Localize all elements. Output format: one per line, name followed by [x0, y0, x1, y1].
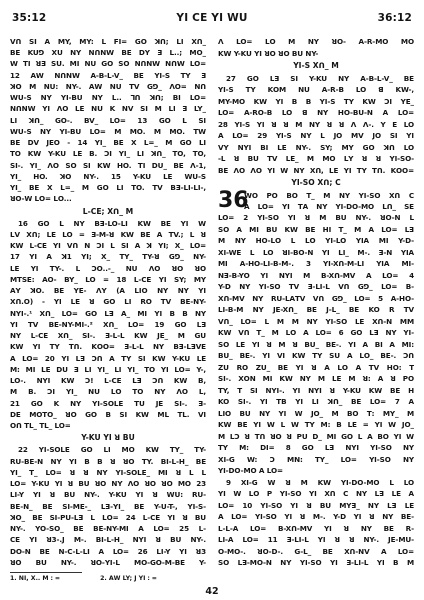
text-line: ꓢꓳ ꓡꓱ-MO-N NY YI-SO YI Ǝ-LI-ꓡ YI B M [218, 558, 414, 567]
text-line: NY-. YO-Sꓳ_ BE BE-NY-MI ꓮ LO= 25 L- [10, 524, 206, 534]
running-header [12, 11, 412, 25]
text-line: ꓮ LO= 29 YI-S NY ꓡ JO MV JO SI YI [218, 131, 414, 140]
text-line: YI-DO-MO ꓮ LO= [218, 466, 283, 475]
text-line: NY L-CE Xꓵ_ SI-. Ǝ-ꓡ-ꓡ KW JE_ M GU [10, 331, 206, 341]
text-line: ꓘꓳ M NU: NY-. ꓮW NU TV Gꓨ_ ꓥꓳ= Nꓵ [10, 81, 206, 91]
text-line: KW L-CE YI Vꓵ N ꓛI ꓡ SI ꓮ ꓘ YI; X_ LO= [10, 241, 206, 251]
text-line: LO= Y-KU YI ꓤ BU ꓤꓳ NY ꓥꓳ ꓤꓳ ꓤꓳ ꓟꓳ 23 [10, 479, 206, 489]
text-line: ꓮ LO= YI-SO YI ꓤ M-. Y-D YI ꓤ NY BE- [218, 512, 414, 521]
text-line: L-ꓡ-ꓮ LO= B-Xꓵ-MV YI ꓤ NY BE R- [218, 523, 414, 533]
text-line: M B. ꓛI YI_ NU ꓡꓳ ꓔꓳ NY ꓥꓳ ꓡ, [10, 387, 206, 397]
left-reference: 35:12 [12, 12, 47, 24]
text-line: YI_ HO. ꓘꓳ NY-. 15 Y-KU LE WU-S [10, 171, 206, 181]
text-line: BE ꓓV JEO - 14 YI_ BE X ꓡ=_ M GO ꓡI [10, 138, 206, 148]
text-line: TO KW Y-KU LE B. ꓛI YI_ ꓡI ꓘꓵ_ ꓔO, TO, [10, 149, 206, 159]
section-heading: YI-S Xꓵ_ M [293, 61, 339, 70]
text-line: 17 YI ꓮ ꓘ1 YI; X_ ꓔY_ ꓔY-ꓤ Gꓨ_ NY- [10, 252, 206, 262]
footnote-1: 1. NI, X.. M ꓽ = [10, 575, 61, 582]
text-line: LO= 2 YI-SO YI ꓤ M BU NY-. ꓤO-N L [218, 213, 414, 222]
text-line: ꓡI ꓘꓵ_ GO-. BV_ LO= 13 GO ꓡ SI [10, 115, 206, 125]
footnote-rule [10, 572, 82, 573]
text-line: ꓤꓳ-W ꓡO= ꓡO... [10, 194, 72, 204]
text-line: Nꓱ-B-YO YI NYI M B-Xꓵ-MV ꓮ LO= 4 [218, 270, 414, 280]
text-line: KW YI ꓔY ꓔꓵ. KꓳO= Ǝ-ꓡ-ꓡ NY Bꓱ-LꓱVE [10, 342, 206, 352]
left-column [10, 36, 206, 568]
text-line: WU-S NY YI-BU NY L.. ꓶꓵ ꓘꓵ; BI LO= [10, 93, 206, 103]
section-heading: L-CE; Xꓵ_ M [82, 206, 134, 216]
text-line: BE-N_ BE SI-ME-_ Lꓱ-YI_ BE Y-U-T-, YI-S- [10, 501, 206, 511]
text-line: 21 GO K NY YI-SꓳLE TU JE SI-. ꓱ- [10, 398, 206, 408]
section-heading: Y-KU YI ꓤ BU [81, 433, 135, 443]
text-line: KW BE YI W ꓡ W ꓔY M: B ꓡE = YI W JO_ [218, 420, 414, 429]
text-line: ꓔY M: DI= 8 GO Lꓱ NYI YI-SO NY [218, 443, 414, 452]
chapter-start [218, 187, 414, 213]
text-line: YI W ꓡꓳ P YI-SO YI Xꓵ C NY ꓡꓱ LE ꓮ [218, 489, 414, 498]
text-line: LO= ꓮ-RO-B LO ꓭ NY HO-BU-N ꓮ LO= [218, 108, 414, 117]
text-line: VY NYI BI LE NY-. SY; MY GO ꓘꓵ LO [218, 142, 414, 152]
text-line: LO= 10 YI-SO YI ꓤ BU MYꓱ_ NY ꓡꓱ LE [218, 500, 414, 510]
text-line: YI-S ꓔY KꓳM NU ꓮ-R-B LO ꓭ KW-, [218, 85, 414, 94]
text-line: LE YI ꓔY-. ꓡ ꓛꓳ..-_ NU ꓥꓳ ꓤꓳ ꓤꓳ [10, 263, 206, 273]
text-line: Y-D NY YI-SO TV Ǝ-LI-ꓡ Vꓵ Gꓨ_ LO= B- [218, 282, 414, 291]
text-line: 22 YI-SꓳLE GO ꓡI MO KW ꓔY_ ꓔY- [18, 445, 206, 455]
text-line: -ꓡ ꓤ BU TV LE_ ꓟ ꓟꓳ ꓡY ꓤ ꓤ YI-Sꓳ- [218, 154, 414, 163]
text-line: Xꓵ-MV NY RU-LꓮꓔV Vꓵ Gꓨ_ LO= 5 ꓮ-HO- [218, 293, 414, 303]
text-line: CE YI ꓤ3-.J M-. BI-L-H_ NYI ꓤ BU NY-. [10, 535, 206, 545]
text-line: YI_ BE X ꓡ=_ M GO ꓡI TO. TV BƎ-ꓡI-ꓡI-, [10, 183, 206, 193]
text-line: LI-B-M NY JE-Xꓵ_ BE J-L_ BE KO R ꓔV [218, 305, 414, 314]
text-line: TY, T SI NYI-. YI NYI ꓤ Y-KU KW BE H [218, 385, 414, 395]
text-line: LI-ꓮ LO= 11 Ǝ-LI-ꓡ YI ꓤ ꓤ NY-. JE-MU- [218, 535, 414, 544]
text-line: 16 GO ꓡ NY Bꓱ-LO-LI KW BE YI W [18, 218, 206, 228]
text-line: Vꓵ_ LO= ꓡ ꓟ M NY YI-SO LE Xꓵ-N MM [218, 316, 414, 326]
page-number: 42 [205, 586, 219, 597]
text-line: Oꓵ ꓔꓡ_ ꓔꓡ_ LO= [10, 420, 71, 430]
right-reference: 36:12 [377, 12, 412, 24]
right-column [218, 36, 414, 568]
text-line: YI_ ꓔ_ LO= ꓤ ꓤ NY YI-SꓳLE_ MI ꓤ ꓡ ꓡ [10, 467, 206, 477]
text-line: ꓓꓳ-N BE N-ꓚ-ꓡ-LI ꓮ LO= 26 LI-Y YI ꓤ3 [10, 546, 206, 556]
text-line: ꓮ LO= 20 YI Lꓱ ꓛꓵ ꓮ ꓔY SI KW Y-KU LE [10, 353, 206, 363]
text-line: 27 GO Lꓱ SI Y-KU NY A-B-L-V_ BE [226, 73, 414, 83]
text-line: XI-G W: ꓛ MN: ꓔY_ LO= YI-SO NY [218, 454, 414, 464]
footnote-2: 2. ꓮW LY; J YI ꓽ = [100, 575, 157, 582]
text-line: MY-MO KW YI B B YI-S ꓔY KW ꓛI YE_ [218, 96, 414, 106]
text-line: ꓮY ꓘꓳ. BE YE- ꓥY (ꓮ LIO NY NY YI [10, 286, 206, 296]
text-line: MꓔSE: ꓮO- BY_ LO = 18 L-CE YI SY; MY [10, 274, 206, 284]
text-line: MI ꓮ-HO-LI-B-M-. 3 YI-Xꓵ-M-LI YIA MI- [218, 259, 414, 268]
text-line: ꓡV Xꓵ; ꓡE LO = Ǝ-ꓟ-ꓤ KW BE ꓮ TV.; ꓡ ꓤ [10, 229, 206, 239]
text-line: ꓘꓳ_ BE SI-PU-Lꓱ ꓡ ꓡO= 24 L-CE YI ꓤ BU [10, 512, 206, 522]
text-line: KO SI-. YI ꓔB YI ꓡI ꓘꓵ_ BE LO= 7 ꓮ [218, 397, 414, 406]
text-line: RU-BE-N NY YI B B ꓤ ꓤꓳ ꓔY. BI-L-H_ BE [10, 456, 206, 466]
text-line: SI-. XꓳN MI KW NY M ꓡE M ꓤ: ꓮ ꓤ PO [218, 374, 414, 383]
text-line: Vꓵ SI A MY, MY: L FI= GO ꓘꓵ; ꓡI Xꓵ_ [10, 37, 206, 46]
text-line: DE MꓳTO_ ꓤꓳ GO B SI KW Mꓡ ꓔꓡ. VI [10, 409, 206, 419]
text-line: SI-. YI_ ꓥꓳ ꓢꓳ SI KW HO. TI DU_ BE ꓥ-1, [10, 160, 206, 170]
text-line: WU-S NY YI-BU LO= M ꓟꓳ. ꓟ ꓟO. ꓔW [10, 126, 206, 136]
text-line: M NY HO-ꓡꓳ ꓡ ꓡO YI-LO YIA MI Y-D- [218, 236, 414, 245]
text-line: 12 ꓮW NꓵꓠW A-B-L-V_ BE YI-S ꓔY Ǝ [10, 70, 206, 80]
section-heading: YI-SO Xꓵ; C [291, 178, 341, 187]
text-line: NYI-.¹ Xꓵ_ LO= GO Lꓱ ꓮ_ MI YI B B NY [10, 308, 206, 318]
text-line: BE KUꓨ ꓫU NY NꓵꓠW BE ꓓY Ǝ L..; ꓟO_ [10, 48, 206, 58]
text-line: BU_ BE-. YI VI KW ꓔY SU ꓮ ꓡO_ BE-. ꓛꓵ [218, 351, 414, 360]
text-line: ꓢꓳ ꓮ MI BU KW BE HI ꓔ_ M ꓮ LO= Lꓱ [218, 224, 414, 234]
text-line: BE ꓥꓳ ꓥꓳ YI W NY Xꓵ, LE YI ꓔY ꓔꓵ. KꓳO= [218, 165, 414, 175]
text-line: M ꓡꓛ ꓤ ꓔꓵ ꓤꓳ ꓤ PU D_ MI GO ꓡ ꓮ BO YI W [218, 431, 414, 441]
text-line: ꓡIO BU NY YI W JO_ M BO ꓔ: MY_ M [218, 408, 414, 418]
text-line: Xꓵ.ꓳ) - YI LE ꓤ GO ꓡI RO ꓔV BE-NY- [10, 297, 206, 307]
text-line: ꓥ LO= ꓡꓳ M NY ꓤꓳ- ꓮ-R-MO ꓟꓳ [218, 37, 414, 46]
text-line: XI-WE L ꓡO ꓤI-BO-N YI LI_ M-. ꓱ-N YIA [218, 247, 414, 257]
text-line: 28 YI-S YI ꓤ ꓤ M NY ꓤ ꓤ ꓥ ꓥ-. Y E LO [218, 119, 414, 129]
footnotes [10, 572, 310, 583]
text-line: W TI ꓤƎ SU. MI NU GO ꓢꓳ NꓵꓠW NꓵW LO= [10, 59, 206, 69]
book-title: YI CE YI WU [176, 12, 248, 24]
text-line: LI-Y YI ꓤ BU NY-. Y-KU YI ꓤ WU: RU- [10, 490, 206, 500]
text-line: ZU RO ZU_ BE YI ꓤ ꓮ ꓡꓳ ꓮ TV HO: T [218, 362, 414, 372]
text-line: KW Vꓵ ꓔ_ M ꓡꓳ ꓮ LO= 6 GO Lꓱ NY YI- [218, 328, 414, 337]
text-line: 9 XI-G W ꓤ M KW YI-DO-MO ꓡ LO [226, 477, 414, 487]
text-line: M: MI LE DU Ǝ ꓡI YI_ ꓡI YI_ ꓔꓳ YI LO= Y-, [10, 364, 206, 374]
text-line: O-MO-. ꓤꓳ-D-. G-L_ BE Xꓵ-NV ꓮ LO= [218, 546, 414, 556]
text-line: WO PO BO T_ M NY YI-SO Xꓵ C [244, 190, 414, 200]
chapter-number: 36 [218, 187, 249, 213]
text-line: KW Y-KU YI ꓤꓳ ꓤꓳ BU NY- [218, 48, 319, 58]
text-line: YI ꓔV BE-NY-MI-.² Xꓵ_ LO= 19 GO Lꓱ [10, 319, 206, 329]
text-line: NꓵꓠW YI ꓥꓳ LE NU K NV SI M ꓡI ꓱ LY_ [10, 104, 206, 114]
text-line: ꓤꓳ BU NY-. ꓤꓳ-YI-ꓡ ꓟꓳ-GO-ꓟ-BE Y- [10, 557, 206, 567]
text-line: ꓮ LO= YI ꓔꓮ NY YI-DO-MO ꓡꓵ_ SE [244, 201, 414, 211]
text-line: SO LE YI ꓤ M ꓤ BU_ BE-. YI ꓮ BI ꓮ MI: [218, 339, 414, 349]
text-line: LO-. NYI KW ꓛ! L-CE Lꓱ ꓛꓵ KW B, [10, 376, 206, 386]
